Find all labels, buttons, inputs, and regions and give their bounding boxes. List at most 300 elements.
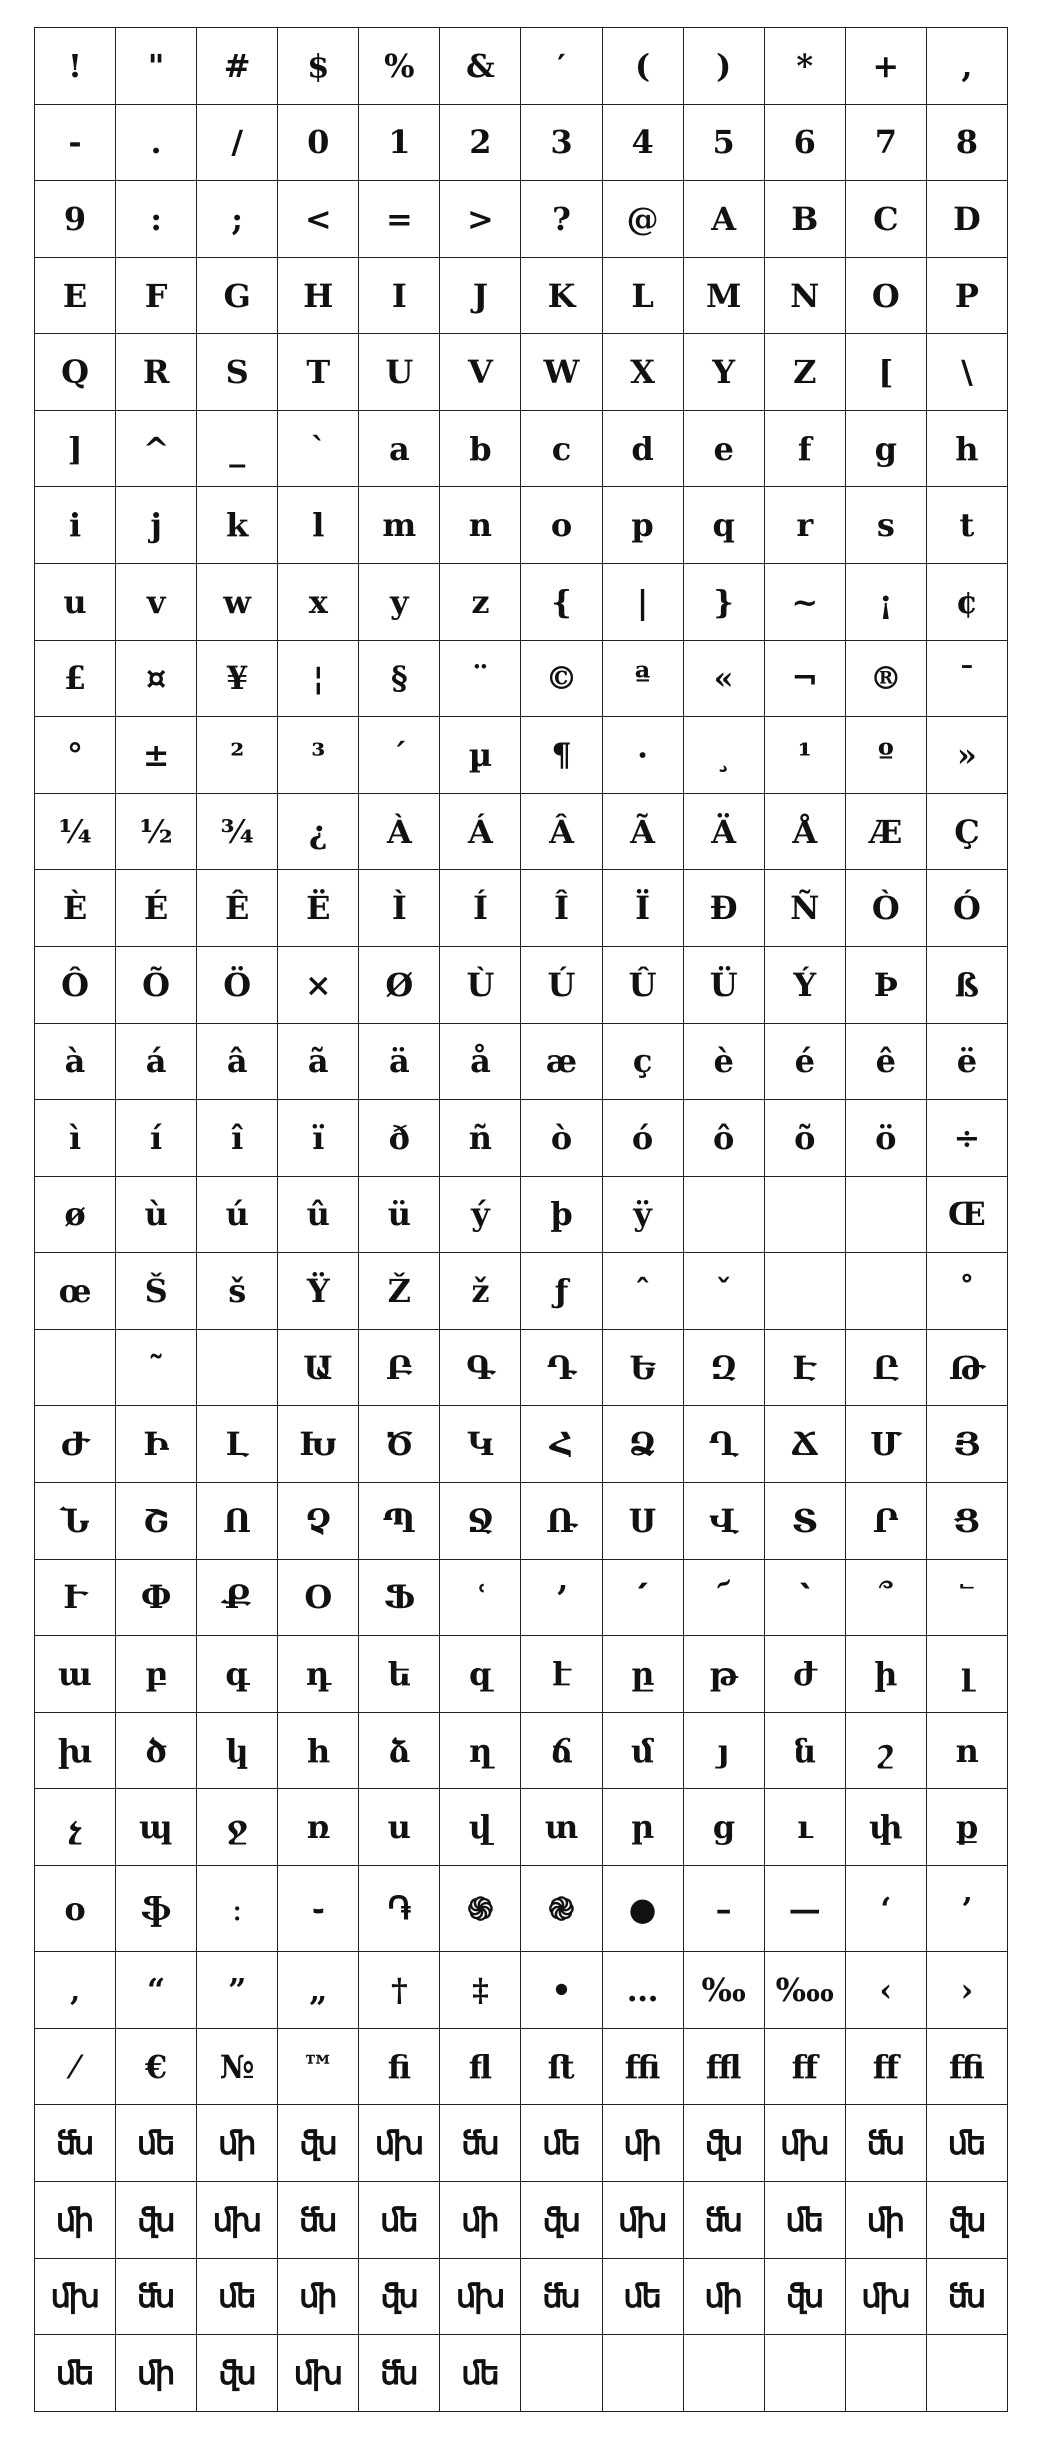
glyph-cell: 6 [764, 104, 845, 181]
glyph-cell: S [197, 334, 278, 411]
glyph-cell: ﬗ [602, 2182, 683, 2259]
glyph-cell: Ճ [764, 1406, 845, 1483]
glyph-cell: դ [278, 1636, 359, 1713]
glyph-cell: D [926, 181, 1007, 258]
glyph-cell: Ž [359, 1253, 440, 1330]
glyph-cell: – [683, 1865, 764, 1951]
glyph-cell: Î [521, 870, 602, 947]
glyph-cell: Ö [197, 946, 278, 1023]
glyph-cell: ô [683, 1100, 764, 1177]
glyph-cell: 5 [683, 104, 764, 181]
glyph-cell: £ [35, 640, 116, 717]
glyph-cell: Հ [521, 1406, 602, 1483]
glyph-cell: $ [278, 28, 359, 105]
glyph-cell: ) [683, 28, 764, 105]
glyph-cell: ë [926, 1023, 1007, 1100]
glyph-cell: s [845, 487, 926, 564]
glyph-cell: ¤ [116, 640, 197, 717]
glyph-cell: ﬖ [926, 2182, 1007, 2259]
glyph-cell: Ç [926, 793, 1007, 870]
glyph-cell: õ [764, 1100, 845, 1177]
glyph-cell: K [521, 257, 602, 334]
glyph-cell: Պ [359, 1482, 440, 1559]
glyph-cell: ժ [764, 1636, 845, 1713]
glyph-cell: A [683, 181, 764, 258]
glyph-cell: > [440, 181, 521, 258]
glyph-cell: ﬕ [845, 2182, 926, 2259]
glyph-cell: յ [683, 1712, 764, 1789]
glyph-cell [845, 2335, 926, 2412]
glyph-cell: E [35, 257, 116, 334]
glyph-cell: @ [602, 181, 683, 258]
glyph-cell: y [359, 564, 440, 641]
glyph-cell: ﬓ [278, 2182, 359, 2259]
glyph-cell: Ն [35, 1482, 116, 1559]
glyph-cell: / [197, 104, 278, 181]
glyph-cell: ւ [764, 1789, 845, 1866]
glyph-cell: ¢ [926, 564, 1007, 641]
glyph-cell: Խ [278, 1406, 359, 1483]
glyph-cell: ì [35, 1100, 116, 1177]
glyph-cell: € [116, 2028, 197, 2105]
glyph-cell: ﬔ [602, 2258, 683, 2335]
glyph-cell: 4 [602, 104, 683, 181]
glyph-cell: ² [197, 717, 278, 794]
glyph-cell: ﬖ [116, 2182, 197, 2259]
glyph-cell: n [440, 487, 521, 564]
glyph-cell: Ê [197, 870, 278, 947]
glyph-cell [764, 2335, 845, 2412]
glyph-cell: Յ [926, 1406, 1007, 1483]
glyph-cell: . [116, 104, 197, 181]
glyph-cell: è [683, 1023, 764, 1100]
glyph-cell [683, 1176, 764, 1253]
glyph-cell: ՜ [683, 1559, 764, 1636]
glyph-cell: ե [359, 1636, 440, 1713]
glyph-cell: , [926, 28, 1007, 105]
glyph-cell: Ծ [359, 1406, 440, 1483]
glyph-cell: ê [845, 1023, 926, 1100]
glyph-cell: ճ [521, 1712, 602, 1789]
glyph-row [35, 1636, 1008, 1713]
glyph-cell: ո [926, 1712, 1007, 1789]
glyph-cell: ¦ [278, 640, 359, 717]
glyph-cell: Շ [116, 1482, 197, 1559]
glyph-row [35, 2028, 1008, 2105]
glyph-cell: Լ [197, 1406, 278, 1483]
glyph-row [35, 1253, 1008, 1330]
glyph-row [35, 487, 1008, 564]
glyph-cell: J [440, 257, 521, 334]
glyph-cell: ﬕ [116, 2335, 197, 2412]
glyph-cell: ] [35, 410, 116, 487]
glyph-cell: ﬖ [764, 2258, 845, 2335]
glyph-cell: ù [116, 1176, 197, 1253]
glyph-cell [926, 2335, 1007, 2412]
glyph-cell: w [197, 564, 278, 641]
glyph-cell: ¨ [440, 640, 521, 717]
glyph-cell: ﬗ [359, 2105, 440, 2182]
glyph-cell: M [683, 257, 764, 334]
glyph-cell: \ [926, 334, 1007, 411]
glyph-cell: Ղ [683, 1406, 764, 1483]
glyph-cell: Ը [845, 1329, 926, 1406]
glyph-cell: ﬔ [197, 2258, 278, 2335]
glyph-cell: ﬓ [683, 2182, 764, 2259]
glyph-cell: q [683, 487, 764, 564]
glyph-cell: Ë [278, 870, 359, 947]
glyph-cell: խ [35, 1712, 116, 1789]
glyph-cell: ¾ [197, 793, 278, 870]
glyph-cell: փ [845, 1789, 926, 1866]
glyph-cell: Ý [764, 946, 845, 1023]
glyph-cell [602, 2335, 683, 2412]
glyph-cell: Ã [602, 793, 683, 870]
glyph-cell: _ [197, 410, 278, 487]
glyph-cell: ﬄ [683, 2028, 764, 2105]
glyph-cell: Â [521, 793, 602, 870]
glyph-cell: հ [278, 1712, 359, 1789]
glyph-cell: § [359, 640, 440, 717]
glyph-cell [35, 1329, 116, 1406]
glyph-row [35, 1952, 1008, 2029]
glyph-cell: ÷ [926, 1100, 1007, 1177]
glyph-cell: Մ [845, 1406, 926, 1483]
glyph-cell: ﬁ [359, 2028, 440, 2105]
glyph-cell: r [764, 487, 845, 564]
glyph-cell: Դ [521, 1329, 602, 1406]
glyph-cell: G [197, 257, 278, 334]
glyph-cell: Է [764, 1329, 845, 1406]
glyph-row [35, 28, 1008, 105]
glyph-cell: È [35, 870, 116, 947]
glyph-cell: Å [764, 793, 845, 870]
glyph-cell [845, 1176, 926, 1253]
glyph-cell: l [278, 487, 359, 564]
glyph-cell: à [35, 1023, 116, 1100]
glyph-cell [521, 2335, 602, 2412]
glyph-cell: ﬔ [764, 2182, 845, 2259]
glyph-cell: Ì [359, 870, 440, 947]
glyph-cell: { [521, 564, 602, 641]
glyph-cell: ò [521, 1100, 602, 1177]
glyph-cell: | [602, 564, 683, 641]
glyph-cell: Ր [845, 1482, 926, 1559]
glyph-cell: Ի [116, 1406, 197, 1483]
glyph-cell: Զ [683, 1329, 764, 1406]
glyph-cell: ﬃ [602, 2028, 683, 2105]
glyph-cell: ¡ [845, 564, 926, 641]
glyph-cell: ղ [440, 1712, 521, 1789]
glyph-cell: : [116, 181, 197, 258]
glyph-row [35, 257, 1008, 334]
glyph-cell: ﬖ [197, 2335, 278, 2412]
glyph-cell: շ [845, 1712, 926, 1789]
glyph-cell: ﬀ [845, 2028, 926, 2105]
glyph-cell: ª [602, 640, 683, 717]
glyph-cell: ﬔ [359, 2182, 440, 2259]
glyph-cell: թ [683, 1636, 764, 1713]
glyph-cell: Û [602, 946, 683, 1023]
glyph-cell: ; [197, 181, 278, 258]
glyph-cell: B [764, 181, 845, 258]
glyph-cell: ր [602, 1789, 683, 1866]
glyph-cell: À [359, 793, 440, 870]
glyph-row [35, 870, 1008, 947]
glyph-cell: ծ [116, 1712, 197, 1789]
glyph-cell: ﬓ [521, 2258, 602, 2335]
glyph-cell: ﬖ [521, 2182, 602, 2259]
glyph-cell: է [521, 1636, 602, 1713]
glyph-cell: Ð [683, 870, 764, 947]
glyph-cell: ð [359, 1100, 440, 1177]
glyph-cell: d [602, 410, 683, 487]
glyph-cell: æ [521, 1023, 602, 1100]
glyph-row [35, 2182, 1008, 2259]
glyph-cell: Գ [440, 1329, 521, 1406]
glyph-cell: ն [764, 1712, 845, 1789]
glyph-cell: û [278, 1176, 359, 1253]
glyph-cell [764, 1253, 845, 1330]
glyph-cell: Z [764, 334, 845, 411]
glyph-cell: Ձ [602, 1406, 683, 1483]
glyph-cell: ﬓ [440, 2105, 521, 2182]
glyph-cell: ՛ [602, 1559, 683, 1636]
glyph-cell: h [926, 410, 1007, 487]
glyph-cell: v [116, 564, 197, 641]
glyph-cell: ’ [926, 1865, 1007, 1951]
glyph-cell: ” [197, 1952, 278, 2029]
glyph-cell: O [845, 257, 926, 334]
glyph-cell: … [602, 1952, 683, 2029]
glyph-cell: † [359, 1952, 440, 2029]
glyph-cell: ¥ [197, 640, 278, 717]
glyph-cell: [ [845, 334, 926, 411]
glyph-row [35, 1789, 1008, 1866]
glyph-cell: — [764, 1865, 845, 1951]
glyph-cell: o [521, 487, 602, 564]
glyph-cell: կ [197, 1712, 278, 1789]
glyph-row [35, 564, 1008, 641]
glyph-cell: Í [440, 870, 521, 947]
glyph-cell: ﬗ [278, 2335, 359, 2412]
glyph-cell: U [359, 334, 440, 411]
glyph-row [35, 640, 1008, 717]
glyph-cell: u [35, 564, 116, 641]
glyph-row [35, 1712, 1008, 1789]
glyph-cell: ﬂ [440, 2028, 521, 2105]
glyph-cell: ﬅ [521, 2028, 602, 2105]
glyph-cell: b [440, 410, 521, 487]
glyph-cell: Ք [197, 1559, 278, 1636]
glyph-row [35, 2258, 1008, 2335]
glyph-cell: բ [116, 1636, 197, 1713]
glyph-row [35, 1482, 1008, 1559]
glyph-row [35, 1023, 1008, 1100]
glyph-cell: ք [926, 1789, 1007, 1866]
glyph-cell: ø [35, 1176, 116, 1253]
glyph-row [35, 1406, 1008, 1483]
glyph-cell: ﬃ [926, 2028, 1007, 2105]
glyph-cell: â [197, 1023, 278, 1100]
glyph-row [35, 181, 1008, 258]
glyph-cell: ¯ [926, 640, 1007, 717]
glyph-row [35, 717, 1008, 794]
glyph-cell: 9 [35, 181, 116, 258]
glyph-cell: Ւ [35, 1559, 116, 1636]
glyph-cell: ˇ [683, 1253, 764, 1330]
glyph-row [35, 104, 1008, 181]
glyph-cell [845, 1253, 926, 1330]
glyph-cell: " [116, 28, 197, 105]
glyph-cell: c [521, 410, 602, 487]
glyph-cell: ß [926, 946, 1007, 1023]
glyph-cell: ﬖ [359, 2258, 440, 2335]
glyph-cell: ﬔ [116, 2105, 197, 2182]
glyph-cell: ˚ [926, 1253, 1007, 1330]
glyph-cell: © [521, 640, 602, 717]
glyph-cell: Ï [602, 870, 683, 947]
glyph-cell: ó [602, 1100, 683, 1177]
glyph-cell: é [764, 1023, 845, 1100]
glyph-cell: · [602, 717, 683, 794]
glyph-cell: № [197, 2028, 278, 2105]
glyph-cell: Բ [359, 1329, 440, 1406]
glyph-cell: Õ [116, 946, 197, 1023]
glyph-cell: ՝ [764, 1559, 845, 1636]
glyph-cell: ‡ [440, 1952, 521, 2029]
glyph-cell: ´ [359, 717, 440, 794]
glyph-cell: f [764, 410, 845, 487]
glyph-cell: ֊ [278, 1865, 359, 1951]
glyph-cell: ç [602, 1023, 683, 1100]
glyph-cell: g [845, 410, 926, 487]
glyph-cell: × [278, 946, 359, 1023]
glyph-cell: ¹ [764, 717, 845, 794]
glyph-cell: ˜ [116, 1329, 197, 1406]
glyph-cell: Ա [278, 1329, 359, 1406]
glyph-cell: x [278, 564, 359, 641]
glyph-cell: Թ [926, 1329, 1007, 1406]
glyph-cell: ! [35, 28, 116, 105]
glyph-cell: P [926, 257, 1007, 334]
glyph-cell: ﬗ [764, 2105, 845, 2182]
glyph-cell: ` [278, 410, 359, 487]
glyph-cell: ( [602, 28, 683, 105]
glyph-cell: Փ [116, 1559, 197, 1636]
glyph-cell: 3 [521, 104, 602, 181]
glyph-row [35, 334, 1008, 411]
glyph-cell: µ [440, 717, 521, 794]
glyph-cell: ~ [764, 564, 845, 641]
glyph-cell: 8 [926, 104, 1007, 181]
glyph-cell: ﬓ [359, 2335, 440, 2412]
glyph-cell: ﬓ [926, 2258, 1007, 2335]
glyph-cell: գ [197, 1636, 278, 1713]
glyph-cell: ֍ [440, 1865, 521, 1951]
glyph-cell: ﬗ [440, 2258, 521, 2335]
glyph-cell: » [926, 717, 1007, 794]
glyph-cell: ա [35, 1636, 116, 1713]
glyph-cell: - [35, 104, 116, 181]
glyph-cell: Á [440, 793, 521, 870]
glyph-cell: É [116, 870, 197, 947]
glyph-cell: • [521, 1952, 602, 2029]
glyph-grid [34, 27, 1008, 2412]
glyph-cell: ռ [278, 1789, 359, 1866]
glyph-cell [197, 1329, 278, 1406]
glyph-row [35, 1329, 1008, 1406]
glyph-cell: ՟ [926, 1559, 1007, 1636]
glyph-cell: í [116, 1100, 197, 1177]
glyph-cell: ‚ [35, 1952, 116, 2029]
glyph-cell: Æ [845, 793, 926, 870]
glyph-cell: Վ [683, 1482, 764, 1559]
glyph-cell: L [602, 257, 683, 334]
glyph-cell: ։ [197, 1865, 278, 1951]
glyph-cell: î [197, 1100, 278, 1177]
glyph-cell: ä [359, 1023, 440, 1100]
glyph-cell: ã [278, 1023, 359, 1100]
glyph-cell: ﬖ [683, 2105, 764, 2182]
glyph-row [35, 793, 1008, 870]
glyph-cell: 2 [440, 104, 521, 181]
glyph-cell: լ [926, 1636, 1007, 1713]
glyph-cell: j [116, 487, 197, 564]
glyph-cell: Ռ [521, 1482, 602, 1559]
glyph-cell: ¼ [35, 793, 116, 870]
glyph-cell: å [440, 1023, 521, 1100]
glyph-cell: ¬ [764, 640, 845, 717]
glyph-cell: þ [521, 1176, 602, 1253]
glyph-cell: Ñ [764, 870, 845, 947]
glyph-cell: Ä [683, 793, 764, 870]
glyph-cell: Ո [197, 1482, 278, 1559]
glyph-cell: ﬓ [845, 2105, 926, 2182]
glyph-cell: ™ [278, 2028, 359, 2105]
glyph-cell: T [278, 334, 359, 411]
glyph-cell: Տ [764, 1482, 845, 1559]
glyph-cell: # [197, 28, 278, 105]
glyph-cell: i [35, 487, 116, 564]
glyph-row [35, 1865, 1008, 1951]
glyph-cell: < [278, 181, 359, 258]
glyph-cell: ֏ [359, 1865, 440, 1951]
glyph-cell: ﬀ [764, 2028, 845, 2105]
glyph-cell: W [521, 334, 602, 411]
glyph-cell: ^ [116, 410, 197, 487]
glyph-cell: օ [35, 1865, 116, 1951]
glyph-cell: ½ [116, 793, 197, 870]
glyph-cell: տ [521, 1789, 602, 1866]
glyph-cell: ‹ [845, 1952, 926, 2029]
glyph-cell: „ [278, 1952, 359, 2029]
glyph-cell: ﬔ [35, 2335, 116, 2412]
glyph-row [35, 1559, 1008, 1636]
glyph-cell: a [359, 410, 440, 487]
glyph-cell: k [197, 487, 278, 564]
glyph-row [35, 2105, 1008, 2182]
grid-body [35, 28, 1008, 2412]
glyph-cell: & [440, 28, 521, 105]
glyph-cell: ¶ [521, 717, 602, 794]
glyph-cell: ﬔ [521, 2105, 602, 2182]
glyph-cell [683, 2335, 764, 2412]
glyph-cell: e [683, 410, 764, 487]
glyph-cell: F [116, 257, 197, 334]
glyph-cell: ‰ [683, 1952, 764, 2029]
glyph-cell: Œ [926, 1176, 1007, 1253]
